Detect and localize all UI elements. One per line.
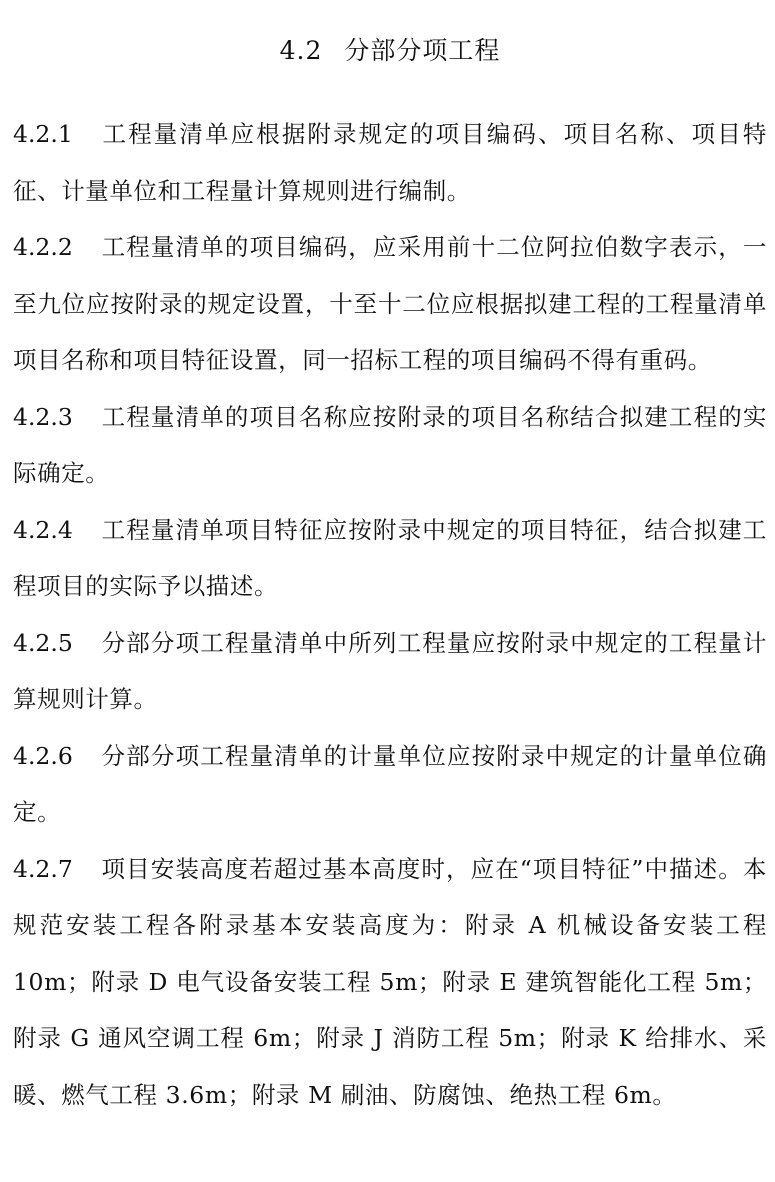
clause-text: 分部分项工程量清单的计量单位应按附录中规定的计量单位确定。: [13, 741, 767, 826]
clause-number: 4.2.7: [13, 854, 73, 883]
clause-number: 4.2.2: [13, 233, 73, 261]
clause-text: 工程量清单项目特征应按附录中规定的项目特征，结合拟建工程项目的实际予以描述。: [13, 515, 767, 600]
clause-4-2-4: [13, 502, 767, 615]
clause-number: 4.2.5: [13, 628, 73, 657]
clause-4-2-3: [13, 389, 767, 502]
clause-number: 4.2.1: [13, 120, 73, 148]
clause-text: 工程量清单的项目名称应按附录的项目名称结合拟建工程的实际确定。: [13, 402, 767, 487]
clause-number: 4.2.6: [13, 741, 73, 770]
clause-text: 分部分项工程量清单中所列工程量应按附录中规定的工程量计算规则计算。: [13, 628, 767, 713]
section-heading: [13, 34, 767, 68]
clause-text: 工程量清单应根据附录规定的项目编码、项目名称、项目特征、计量单位和工程量计算规则进行编制。: [13, 120, 767, 205]
clause-text: 工程量清单的项目编码，应采用前十二位阿拉伯数字表示，一至九位应按附录的规定设置，十至十二位应根据拟建工程的工程量清单项目名称和项目特征设置，同一招标工程的项目编码不得有重码。: [13, 233, 767, 374]
clause-4-2-5: [13, 615, 767, 728]
clause-number: 4.2.3: [13, 402, 73, 431]
clause-4-2-1: [13, 106, 767, 219]
section-title-text: 分部分项工程: [344, 36, 501, 65]
clause-text: 项目安装高度若超过基本高度时，应在“项目特征”中描述。本规范安装工程各附录基本安装高度为：附录 A 机械设备安装工程 10m；附录 D 电气设备安装工程 5m；附录 E 建筑智能化工程 5m；附录 G 通风空调工程 6m；附录 J 消防工程 5m；附录 K 给排水、采暖、燃气工程 3.6m；附录 M 刷油、防腐蚀、绝热工程 6m。: [13, 854, 767, 1109]
section-number: 4.2: [279, 36, 323, 65]
clause-4-2-6: [13, 728, 767, 841]
clause-number: 4.2.4: [13, 515, 73, 544]
clause-4-2-2: [13, 219, 767, 389]
clause-4-2-7: [13, 841, 767, 1124]
